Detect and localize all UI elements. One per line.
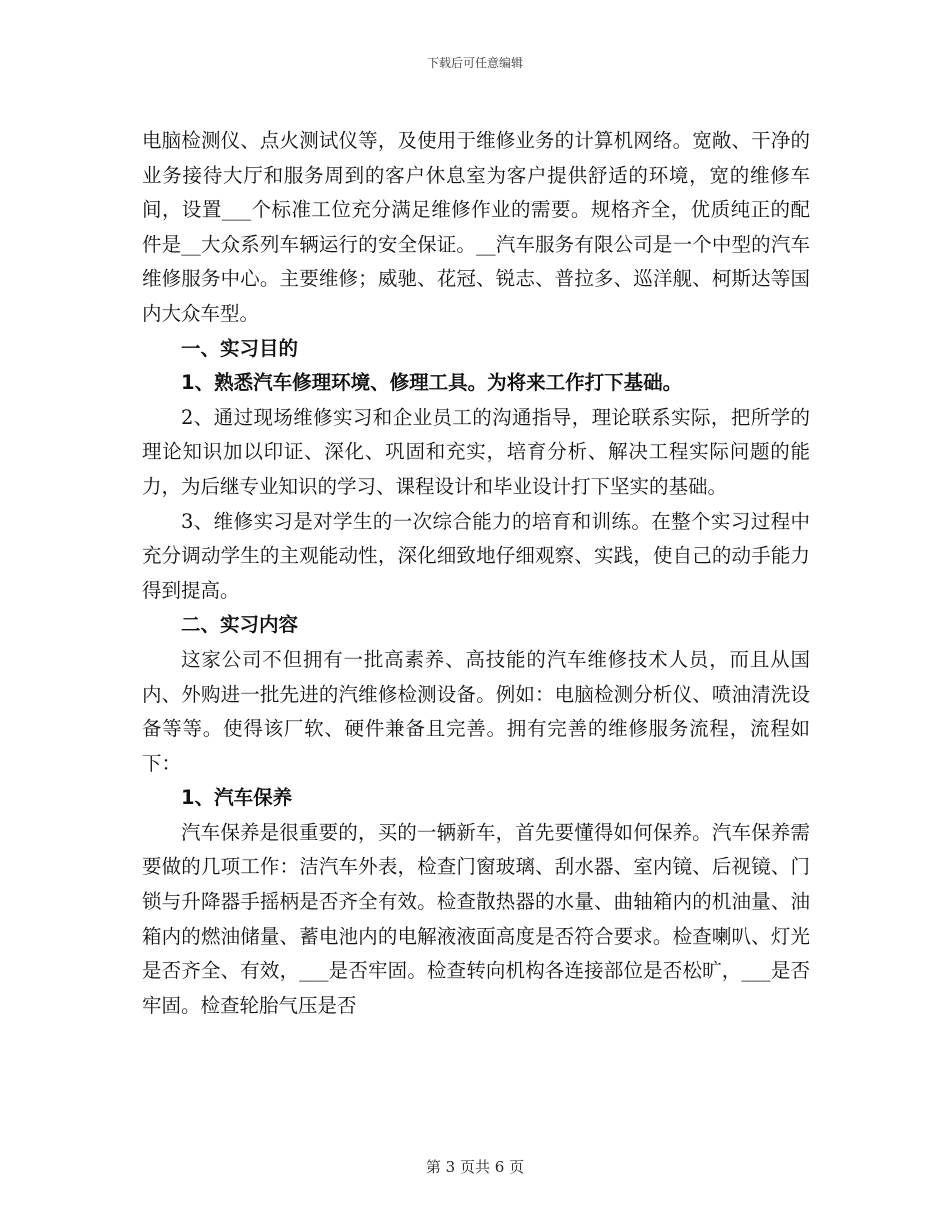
purpose-item-2: 2、通过现场维修实习和企业员工的沟通指导，理论联系实际，把所学的理论知识加以印证、深化、巩固和充实，培育分析、解决工程实际问题的能力，为后继专业知识的学习、课程设计和毕业设计打下坚实的基础。 (142, 405, 810, 498)
paragraph-company: 这家公司不但拥有一批高素养、高技能的汽车维修技术人员，而且从国内、外购进一批先进的汽维修检测设备。例如：电脑检测分析仪、喷油清洗设备等等。使得该厂软、硬件兼备且完善。拥有完善的维修服务流程，流程如下： (142, 647, 810, 775)
paragraph-intro: 电脑检测仪、点火测试仪等，及使用于维修业务的计算机网络。宽敞、干净的业务接待大厅和服务周到的客户休息室为客户提供舒适的环境，宽的维修车间，设置___个标准工位充分满足维修作业的需要。规格齐全，优质纯正的配件是__大众系列车辆运行的安全保证。__汽车服务有限公司是一个中型的汽车维修服务中心。主要维修；威驰、花冠、锐志、普拉多、巡洋舰、柯斯达等国内大众车型。 (142, 129, 810, 325)
subheading-maintenance: 1、汽车保养 (181, 786, 293, 810)
section-heading-purpose: 一、实习目的 (181, 336, 299, 360)
document-body (142, 124, 810, 1023)
purpose-item-3: 3、维修实习是对学生的一次综合能力的培育和训练。在整个实习过程中充分调动学生的主观能动性，深化细致地仔细观察、实践，使自己的动手能力得到提高。 (142, 509, 810, 602)
purpose-item-1: 1、熟悉汽车修理环境、修理工具。为将来工作打下基础。 (181, 371, 683, 395)
paragraph-maintenance: 汽车保养是很重要的，买的一辆新车，首先要懂得如何保养。汽车保养需要做的几项工作：洁汽车外表，检查门窗玻璃、刮水器、室内镜、后视镜、门锁与升降器手摇柄是否齐全有效。检查散热器的水量、曲轴箱内的机油量、油箱内的燃油储量、蓄电池内的电解液液面高度是否符合要求。检查喇叭、灯光是否齐全、有效，___是否牢固。检查转向机构各连接部位是否松旷，___是否牢固。检查轮胎气压是否 (142, 820, 810, 1017)
section-heading-content: 二、实习内容 (181, 613, 299, 637)
page-footer: 第 3 页共 6 页 (425, 1158, 525, 1176)
page-header: 下载后可任意编辑 (426, 56, 523, 70)
